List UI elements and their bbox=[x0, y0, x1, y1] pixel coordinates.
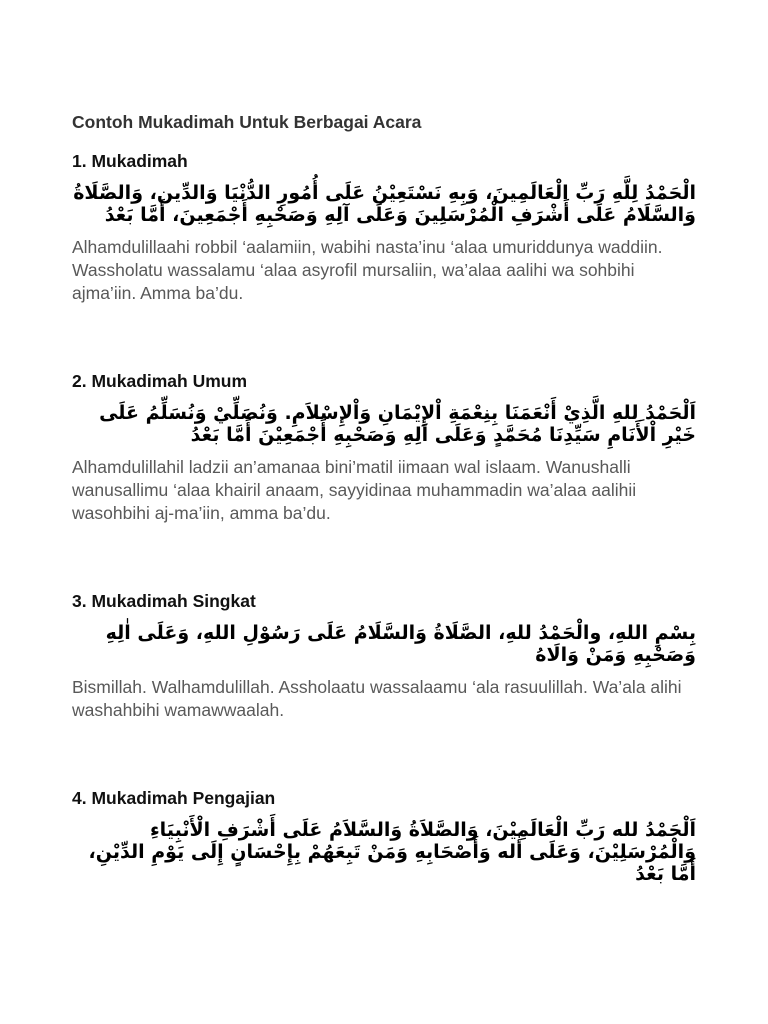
section-heading: 4. Mukadimah Pengajian bbox=[72, 788, 276, 808]
transliteration-text: Alhamdulillahil ladzii an’amanaa bini’matil iimaan wal islaam. Wanushalli wanusallimu ‘alaa khairil anaam, sayyidinaa muhammadin wa’alaa aalihii wasohbihi aj-ma’iin, amma ba’du. bbox=[72, 457, 637, 523]
section-mukadimah bbox=[72, 150, 696, 305]
transliteration-text: Bismillah. Walhamdulillah. Assholaatu wassalaamu ‘ala rasuulillah. Wa’ala alihi washahbihi wamawwaalah. bbox=[72, 677, 682, 720]
arabic-text: اَلْحَمْدُ لله رَبِّ الْعَالَمِيْنَ، وَالصَّلاَةُ وَالسَّلاَمُ عَلَى أَشْرَفِ الْأَنْبِيَاءِ وَالْمُرْسَلِيْنَ، وَعَلَى أٰله وَأَصْحَابِهِ وَمَنْ تَبِعَهُمْ بِإِحْسَانٍ إِلَى يَوْمِ الدِّيْنِ، أَمَّا بَعْدُ bbox=[88, 819, 696, 885]
arabic-text: الْحَمْدُ لِلَّهِ رَبِّ الْعَالَمِينَ، وَبِهِ نَسْتَعِيْنُ عَلَى أُمُورِ الدُّنْيَا وَالدِّين، وَالصَّلَاةُ وَالسَّلَامُ عَلَى أَشْرَفِ الْمُرْسَلِينَ وَعَلَى آلِهِ وَصَحْبِهِ أَجْمَعِينَ، أَمَّا بَعْدُ bbox=[73, 182, 696, 226]
document-title: Contoh Mukadimah Untuk Berbagai Acara bbox=[72, 112, 422, 132]
section-heading: 3. Mukadimah Singkat bbox=[72, 591, 256, 611]
arabic-text: اَلْحَمْدُ ِللهِ الَّذِيْ أَنْعَمَنَا بِنِعْمَةِ اْلإِيْمَانِ وَاْلإِسْلاَمِ. وَنُصَلِّيْ وَنُسَلِّمُ عَلَى خَيْرِ اْلأَنَامِ سَيِّدِنَا مُحَمَّدٍ وَعَلَى اَلِهِ وَصَحْبِهِ أَجْمَعِيْنَ أَمَّا بَعْدُ bbox=[99, 402, 696, 446]
section-mukadimah-pengajian bbox=[72, 787, 696, 885]
transliteration-text: Alhamdulillaahi robbil ‘aalamiin, wabihi nasta’inu ‘alaa umuriddunya waddiin. Wassholatu wassalamu ‘alaa asyrofil mursaliin, wa’alaa aalihi wa sohbihi ajma’iin. Amma ba’du. bbox=[72, 237, 663, 303]
section-mukadimah-umum bbox=[72, 370, 696, 525]
section-heading: 2. Mukadimah Umum bbox=[72, 371, 248, 391]
section-heading: 1. Mukadimah bbox=[72, 151, 188, 171]
section-mukadimah-singkat bbox=[72, 590, 696, 722]
arabic-text: بِسْمِ اللهِ، والْحَمْدُ للهِ، الصَّلَاةُ وَالسَّلَامُ عَلَى رَسُوْلِ اللهِ، وَعَلَى اٰلِهِ وَصَحْبِهِ وَمَنْ وَالَاهُ bbox=[105, 622, 696, 666]
